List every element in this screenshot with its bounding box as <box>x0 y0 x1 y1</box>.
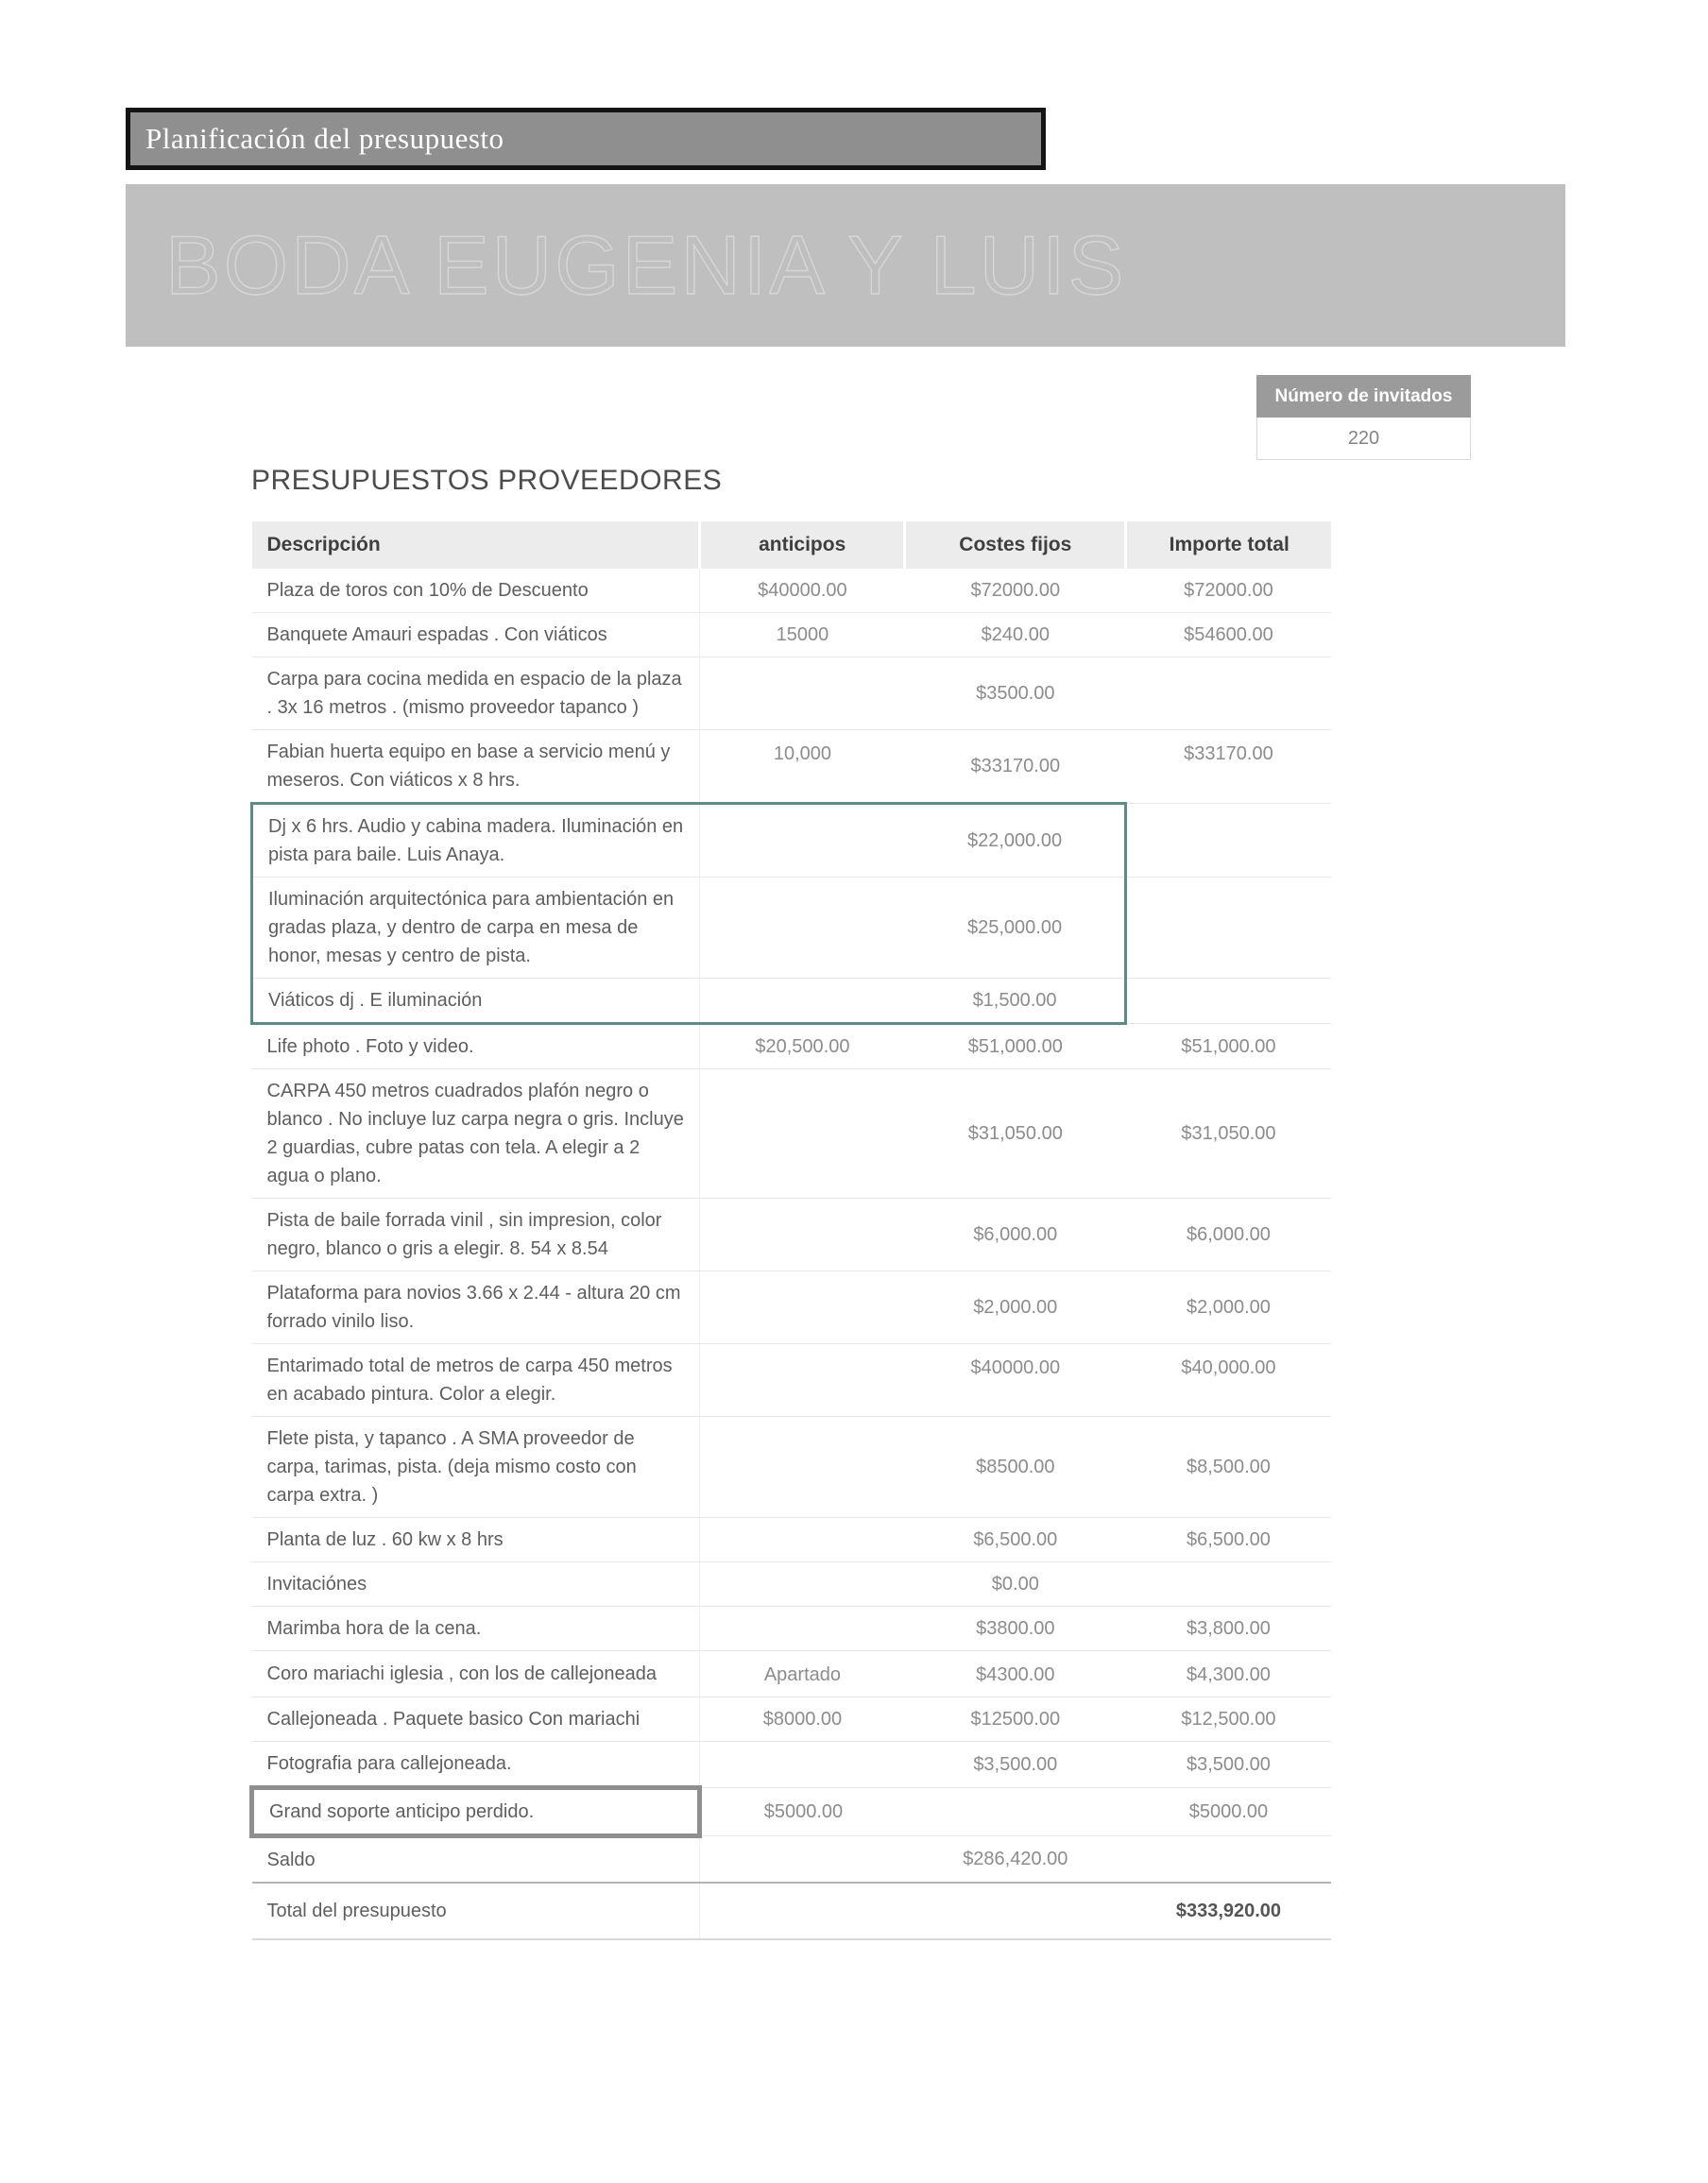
table-header <box>252 521 1332 569</box>
cell-costes[interactable]: $72000.00 <box>905 569 1126 613</box>
column-header-anticipos[interactable]: anticipos <box>700 521 905 569</box>
column-header-descripcion[interactable]: Descripción <box>252 521 700 569</box>
cell-costes[interactable] <box>905 1883 1126 1939</box>
cell-anticipos[interactable] <box>700 1883 905 1939</box>
cell-importe[interactable]: $72000.00 <box>1126 569 1331 613</box>
cell-anticipos[interactable]: $40000.00 <box>700 569 905 613</box>
cell-costes[interactable]: $12500.00 <box>905 1697 1126 1742</box>
cell-costes[interactable]: $2,000.00 <box>905 1271 1126 1344</box>
cell-importe[interactable]: $51,000.00 <box>1126 1024 1331 1069</box>
cell-importe[interactable]: $40,000.00 <box>1126 1344 1331 1417</box>
cell-importe[interactable] <box>1126 657 1331 730</box>
cell-anticipos[interactable] <box>700 1271 905 1344</box>
cell-costes[interactable]: $22,000.00 <box>905 804 1126 878</box>
table-row <box>252 1518 1332 1562</box>
cell-anticipos[interactable] <box>700 1344 905 1417</box>
cell-descripcion[interactable]: Flete pista, y tapanco . A SMA proveedor de carpa, tarimas, pista. (deja mismo costo con carpa extra. ) <box>252 1417 700 1518</box>
cell-descripcion[interactable]: CARPA 450 metros cuadrados plafón negro o blanco . No incluye luz carpa negra o gris. Incluye 2 guardias, cubre patas con tela. A elegir a 2 agua o plano. <box>252 1069 700 1199</box>
cell-anticipos[interactable] <box>700 979 905 1024</box>
table-row <box>252 1417 1332 1518</box>
cell-descripcion[interactable]: Marimba hora de la cena. <box>252 1607 700 1651</box>
cell-descripcion[interactable]: Banquete Amauri espadas . Con viáticos <box>252 613 700 657</box>
page-title: Planificación del presupuesto <box>145 122 504 155</box>
cell-descripcion[interactable]: Grand soporte anticipo perdido. <box>252 1788 700 1836</box>
table-row <box>252 878 1332 979</box>
cell-importe[interactable] <box>1126 1562 1331 1607</box>
cell-descripcion[interactable]: Viáticos dj . E iluminación <box>252 979 700 1024</box>
cell-anticipos[interactable]: Apartado <box>700 1651 905 1697</box>
cell-descripcion[interactable]: Fotografia para callejoneada. <box>252 1742 700 1788</box>
cell-costes[interactable]: $3800.00 <box>905 1607 1126 1651</box>
cell-anticipos[interactable] <box>700 1836 905 1884</box>
cell-anticipos[interactable]: $8000.00 <box>700 1697 905 1742</box>
cell-importe[interactable]: $8,500.00 <box>1126 1417 1331 1518</box>
cell-costes[interactable]: $51,000.00 <box>905 1024 1126 1069</box>
column-header-importe-total[interactable]: Importe total <box>1126 521 1331 569</box>
cell-costes[interactable]: $8500.00 <box>905 1417 1126 1518</box>
cell-anticipos[interactable]: 15000 <box>700 613 905 657</box>
table-row <box>252 1788 1332 1836</box>
cell-descripcion[interactable]: Life photo . Foto y video. <box>252 1024 700 1069</box>
guest-count-box <box>1256 375 1471 460</box>
banner-title: BODA EUGENIA Y LUIS <box>165 218 1127 312</box>
column-header-costes-fijos[interactable]: Costes fijos <box>905 521 1126 569</box>
cell-costes[interactable]: $6,000.00 <box>905 1199 1126 1271</box>
cell-costes[interactable]: $240.00 <box>905 613 1126 657</box>
cell-costes[interactable]: $40000.00 <box>905 1344 1126 1417</box>
cell-costes[interactable]: $6,500.00 <box>905 1518 1126 1562</box>
cell-descripcion[interactable]: Entarimado total de metros de carpa 450 metros en acabado pintura. Color a elegir. <box>252 1344 700 1417</box>
cell-anticipos[interactable] <box>700 1562 905 1607</box>
cell-descripcion[interactable]: Fabian huerta equipo en base a servicio menú y meseros. Con viáticos x 8 hrs. <box>252 730 700 804</box>
cell-anticipos[interactable] <box>700 1607 905 1651</box>
wedding-banner <box>126 184 1565 347</box>
cell-importe[interactable]: $33170.00 <box>1126 730 1331 804</box>
cell-anticipos[interactable]: $20,500.00 <box>700 1024 905 1069</box>
table-row <box>252 730 1332 804</box>
table-row <box>252 1562 1332 1607</box>
budget-table <box>249 521 1331 1940</box>
cell-importe[interactable]: $54600.00 <box>1126 613 1331 657</box>
cell-anticipos[interactable] <box>700 1518 905 1562</box>
table-row <box>252 1883 1332 1939</box>
cell-costes[interactable]: $1,500.00 <box>905 979 1126 1024</box>
cell-importe[interactable]: $31,050.00 <box>1126 1069 1331 1199</box>
cell-descripcion[interactable]: Carpa para cocina medida en espacio de la plaza . 3x 16 metros . (mismo proveedor tapanco ) <box>252 657 700 730</box>
table-body <box>252 569 1332 1939</box>
cell-descripcion[interactable]: Total del presupuesto <box>252 1883 700 1939</box>
cell-anticipos[interactable] <box>700 804 905 878</box>
cell-anticipos[interactable] <box>700 1199 905 1271</box>
cell-descripcion[interactable]: Pista de baile forrada vinil , sin impresion, color negro, blanco o gris a elegir. 8. 54 x 8.54 <box>252 1199 700 1271</box>
cell-costes[interactable]: $4300.00 <box>905 1651 1126 1697</box>
cell-descripcion[interactable]: Planta de luz . 60 kw x 8 hrs <box>252 1518 700 1562</box>
cell-importe[interactable] <box>1126 878 1331 979</box>
cell-descripcion[interactable]: Iluminación arquitectónica para ambientación en gradas plaza, y dentro de carpa en mesa de honor, mesas y centro de pista. <box>252 878 700 979</box>
table-row <box>252 804 1332 878</box>
cell-importe[interactable]: $3,800.00 <box>1126 1607 1331 1651</box>
table-row <box>252 1836 1332 1884</box>
table-row <box>252 1069 1332 1199</box>
cell-costes[interactable]: $31,050.00 <box>905 1069 1126 1199</box>
cell-importe[interactable]: $4,300.00 <box>1126 1651 1331 1697</box>
cell-importe[interactable]: $12,500.00 <box>1126 1697 1331 1742</box>
guest-count-label: Número de invitados <box>1256 375 1471 418</box>
cell-anticipos[interactable]: $5000.00 <box>700 1788 905 1836</box>
table-row <box>252 1271 1332 1344</box>
cell-costes[interactable]: $25,000.00 <box>905 878 1126 979</box>
cell-costes[interactable]: $286,420.00 <box>905 1836 1126 1884</box>
table-row <box>252 1651 1332 1697</box>
table-header-row <box>252 521 1332 569</box>
cell-importe[interactable] <box>1126 979 1331 1024</box>
cell-importe[interactable]: $2,000.00 <box>1126 1271 1331 1344</box>
cell-importe[interactable] <box>1126 1836 1331 1884</box>
guest-count-value[interactable]: 220 <box>1256 418 1471 460</box>
cell-anticipos[interactable] <box>700 1417 905 1518</box>
cell-importe[interactable]: $6,000.00 <box>1126 1199 1331 1271</box>
cell-costes[interactable]: $3,500.00 <box>905 1742 1126 1788</box>
table-row <box>252 979 1332 1024</box>
cell-importe[interactable]: $5000.00 <box>1126 1788 1331 1836</box>
table-row <box>252 657 1332 730</box>
cell-costes[interactable] <box>905 1788 1126 1836</box>
table-row <box>252 1024 1332 1069</box>
cell-anticipos[interactable] <box>700 1069 905 1199</box>
cell-descripcion[interactable]: Saldo <box>252 1836 700 1884</box>
cell-importe[interactable] <box>1126 804 1331 878</box>
cell-importe[interactable]: $6,500.00 <box>1126 1518 1331 1562</box>
cell-anticipos[interactable] <box>700 657 905 730</box>
section-title: PRESUPUESTOS PROVEEDORES <box>251 465 723 496</box>
cell-descripcion[interactable]: Callejoneada . Paquete basico Con mariachi <box>252 1697 700 1742</box>
cell-descripcion[interactable]: Invitaciónes <box>252 1562 700 1607</box>
table-row <box>252 1742 1332 1788</box>
cell-costes[interactable]: $0.00 <box>905 1562 1126 1607</box>
table-row <box>252 1199 1332 1271</box>
cell-importe[interactable]: $3,500.00 <box>1126 1742 1331 1788</box>
cell-anticipos[interactable]: 10,000 <box>700 730 905 804</box>
cell-costes[interactable]: $33170.00 <box>905 730 1126 804</box>
page-title-box <box>126 108 1046 170</box>
table-row <box>252 1344 1332 1417</box>
table-row <box>252 1697 1332 1742</box>
cell-importe[interactable]: $333,920.00 <box>1126 1883 1331 1939</box>
table-row <box>252 569 1332 613</box>
table-row <box>252 1607 1332 1651</box>
cell-anticipos[interactable] <box>700 878 905 979</box>
cell-descripcion[interactable]: Plaza de toros con 10% de Descuento <box>252 569 700 613</box>
cell-costes[interactable]: $3500.00 <box>905 657 1126 730</box>
cell-descripcion[interactable]: Dj x 6 hrs. Audio y cabina madera. Iluminación en pista para baile. Luis Anaya. <box>252 804 700 878</box>
cell-anticipos[interactable] <box>700 1742 905 1788</box>
cell-descripcion[interactable]: Coro mariachi iglesia , con los de callejoneada <box>252 1651 700 1697</box>
cell-descripcion[interactable]: Plataforma para novios 3.66 x 2.44 - altura 20 cm forrado vinilo liso. <box>252 1271 700 1344</box>
table-row <box>252 613 1332 657</box>
